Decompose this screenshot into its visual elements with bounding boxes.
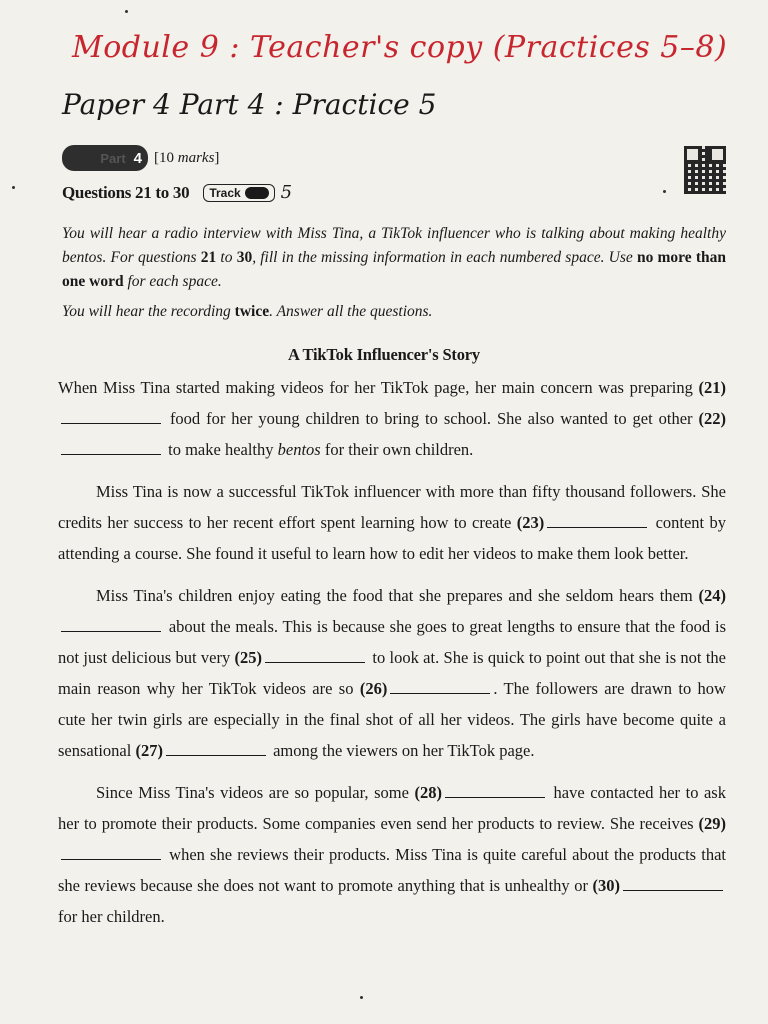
question-number-25: (25) [234,648,263,667]
handwritten-module-title: Module 9 : Teacher's copy (Practices 5–8) [72,30,728,65]
paper-speck [125,10,128,13]
part-badge-word: Part [100,150,126,166]
questions-header [62,182,292,203]
paper-speck [12,186,15,189]
question-number-22: (22) [698,409,726,428]
answer-blank-26[interactable] [390,681,490,694]
part-badge-number: 4 [133,149,142,167]
part-header [62,144,219,172]
question-number-30: (30) [592,876,620,895]
track-badge: Track [203,184,274,202]
question-number-24: (24) [698,586,726,605]
answer-blank-21[interactable] [61,411,161,424]
answer-blank-25[interactable] [265,650,365,663]
question-number-29: (29) [698,814,726,833]
question-number-27: (27) [135,741,163,760]
question-number-28: (28) [414,783,442,802]
answer-blank-24[interactable] [61,619,161,632]
qr-code-icon [684,146,726,194]
question-number-23: (23) [516,513,545,532]
audio-track-icon [245,187,269,199]
story-paragraph-4: Since Miss Tina's videos are so popular, some (28) have contacted her to ask her to promote their products. Some companies even send her products to review. She receives (29) when she reviews their products. Miss Tina is quite careful about the products that she reviews because she does not want to promote anything that is unhealthy or (30) for her children. [58,783,726,926]
answer-blank-22[interactable] [61,442,161,455]
instructions-recording: You will hear the recording twice. Answer all the questions. [62,303,433,320]
handwritten-practice-title: Paper 4 Part 4 : Practice 5 [62,88,437,121]
story-paragraph-2: Miss Tina is now a successful TikTok influencer with more than fifty thousand followers. She credits her success to her recent effort spent learning how to create (23) content by attending a course. She found it useful to learn how to edit her videos to make them look better. [58,482,726,563]
question-number-26: (26) [359,679,388,698]
answer-blank-28[interactable] [445,785,545,798]
answer-blank-23[interactable] [547,515,647,528]
story-title: A TikTok Influencer's Story [288,345,480,364]
answer-blank-30[interactable] [623,878,723,891]
story-paragraph-3: Miss Tina's children enjoy eating the food that she prepares and she seldom hears them (24) about the meals. This is because she goes to great lengths to ensure that the food is not just delicious but very (25) to look at. She is quick to point out that she is not the main reason why her TikTok videos are so (26) . The followers are drawn to how cute her twin girls are especially in the final shot of all her videos. The girls have become quite a sensational (27) among the viewers on her TikTok page. [58,586,727,760]
paper-speck [360,996,363,999]
instructions: You will hear a radio interview with Miss Tina, a TikTok influencer who is talking about making healthy bentos. For questions 21 to 30, fill in the missing information in each numbered space. Use no more than one word for each space. [62,225,726,290]
paper-speck [663,190,666,193]
story-body [58,372,726,932]
handwritten-track-number: 5 [280,182,293,203]
answer-blank-29[interactable] [61,847,161,860]
answer-blank-27[interactable] [166,743,266,756]
marks-label: [10 marks] [154,149,220,166]
story-paragraph-1: When Miss Tina started making videos for her TikTok page, her main concern was preparing (21) food for her young children to bring to school. She also wanted to get other (22) to make healthy bentos for their own children. [58,378,726,459]
part-badge [62,145,148,171]
questions-title: Questions 21 to 30 [62,182,190,202]
question-number-21: (21) [698,378,726,397]
